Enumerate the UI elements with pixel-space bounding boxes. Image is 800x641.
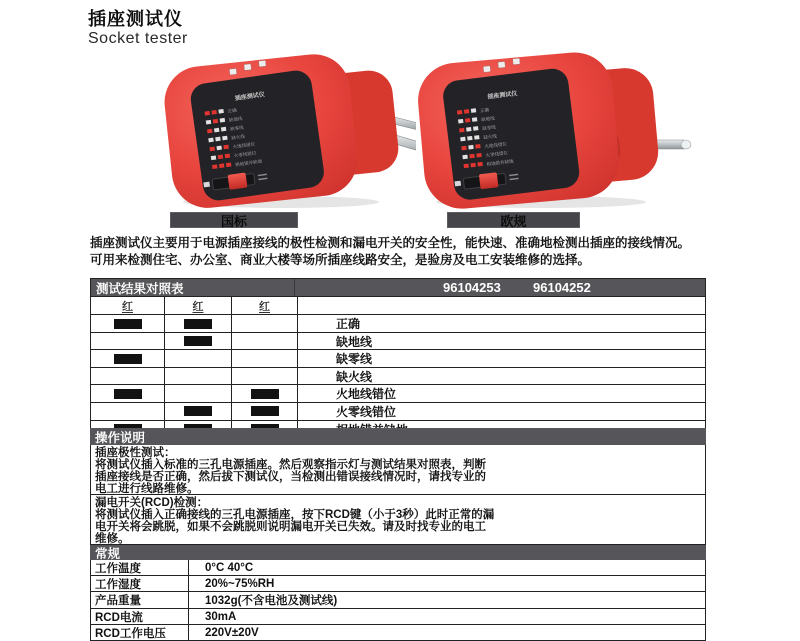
svg-text:火零线错位: 火零线错位 xyxy=(485,150,509,158)
led-header-row xyxy=(91,296,705,314)
svg-text:缺地线: 缺地线 xyxy=(228,115,243,123)
instructions-section-header: 操作说明 xyxy=(90,428,706,445)
led-cell xyxy=(91,350,165,367)
result-table xyxy=(90,278,706,438)
rcd-button xyxy=(228,173,248,190)
led-block xyxy=(184,336,212,346)
face-mini-label xyxy=(203,182,210,188)
result-label: 火地线错位 xyxy=(336,387,397,402)
empty-cell xyxy=(298,297,705,314)
page-subtitle: Socket tester xyxy=(88,30,188,47)
led-cell xyxy=(232,368,298,385)
spec-value: 220V±20V xyxy=(205,626,259,639)
result-label: 正确 xyxy=(336,317,361,331)
specs-table xyxy=(90,560,706,641)
led-block xyxy=(251,406,279,416)
led-cell xyxy=(91,368,165,385)
led-cell xyxy=(232,385,298,402)
led-column-header: 红 xyxy=(232,297,298,314)
result-table-header xyxy=(91,279,705,296)
paragraph-line: 电工进行线路维修。 xyxy=(95,483,199,495)
led-block xyxy=(114,354,142,364)
result-label: 火零线错位 xyxy=(336,404,397,419)
spec-value: 20%~75%RH xyxy=(205,578,275,591)
spec-value: 1032g(不含电池及测试线) xyxy=(205,595,338,608)
svg-text:缺零线: 缺零线 xyxy=(481,124,496,132)
device-body-group xyxy=(415,46,662,212)
spec-value: 0°C 40°C xyxy=(205,562,254,574)
table-row xyxy=(91,332,705,350)
spec-label: 产品重量 xyxy=(91,592,189,608)
led-block xyxy=(251,389,279,399)
led-cell xyxy=(165,385,232,402)
svg-text:相地错并缺地: 相地错并缺地 xyxy=(486,158,514,167)
product-description xyxy=(90,235,708,269)
paragraph-line: 将测试仪插入正确接线的三孔电源插座，按下RCD键（小于3秒）此时正常的漏 xyxy=(95,509,495,521)
led-cell xyxy=(232,350,298,367)
result-label: 缺火线 xyxy=(336,369,373,384)
led-cell xyxy=(165,368,232,385)
led-cell xyxy=(91,403,165,420)
svg-text:火地线错位: 火地线错位 xyxy=(484,141,508,150)
led-block xyxy=(184,406,212,416)
spec-row xyxy=(91,560,705,575)
led-cell xyxy=(232,403,298,420)
svg-text:相地错并缺地: 相地错并缺地 xyxy=(234,158,263,168)
result-label: 缺零线 xyxy=(336,352,373,367)
led-cell xyxy=(165,333,232,350)
led-cell xyxy=(232,315,298,332)
device-face-title: 插座测试仪 xyxy=(487,91,518,101)
instructions-body xyxy=(90,445,706,545)
rcd-test-paragraph xyxy=(95,497,695,545)
model-number: 96104252 xyxy=(533,280,591,295)
spec-row xyxy=(91,624,705,640)
paragraph-line: 维修。 xyxy=(95,533,130,545)
page-title: 插座测试仪 xyxy=(88,9,183,29)
description-line: 插座测试仪主要用于电源插座接线的极性检测和漏电开关的安全性，能快速、准确地检测出插座的接线情况。 xyxy=(90,236,691,250)
led-block xyxy=(114,319,142,329)
product-photo-gb xyxy=(146,46,416,212)
device-face-title: 插座测试仪 xyxy=(234,92,266,103)
led-block xyxy=(114,389,142,399)
led-column-header: 红 xyxy=(91,297,165,314)
table-row xyxy=(91,314,705,332)
table-row xyxy=(91,384,705,402)
standard-label-gb: 国标 xyxy=(170,212,298,228)
led-cell xyxy=(165,315,232,332)
svg-text:正确: 正确 xyxy=(479,107,490,114)
polarity-test-paragraph xyxy=(95,447,695,495)
result-label: 缺地线 xyxy=(336,334,373,349)
led-cell xyxy=(91,333,165,350)
led-cell xyxy=(165,403,232,420)
spec-row xyxy=(91,591,705,607)
svg-text:缺火线: 缺火线 xyxy=(483,133,498,141)
svg-text:缺地线: 缺地线 xyxy=(480,115,495,123)
face-mini-label xyxy=(455,181,462,187)
paragraph-line: 将测试仪插入标准的三孔电源插座。然后观察指示灯与测试结果对照表，判断 xyxy=(95,459,486,471)
table-row xyxy=(91,367,705,385)
spec-label: 工作湿度 xyxy=(91,576,189,592)
result-table-title: 测试结果对照表 xyxy=(91,279,295,296)
spec-label: 工作温度 xyxy=(91,560,189,576)
spec-row xyxy=(91,575,705,591)
standard-label-eu: 欧规 xyxy=(447,212,580,228)
paragraph-line: 插座极性测试： xyxy=(95,447,176,459)
specs-section-header: 常规 xyxy=(90,545,706,560)
paragraph-divider xyxy=(91,494,705,495)
led-column-header: 红 xyxy=(165,297,232,314)
paragraph-line: 插座接线是否正确，然后拔下测试仪，当检测出错误接线情况时，请找专业的 xyxy=(95,471,486,483)
led-cell xyxy=(232,333,298,350)
plug-pin-tip xyxy=(681,140,691,149)
spec-value: 30mA xyxy=(205,610,237,623)
led-cell xyxy=(91,315,165,332)
rcd-button xyxy=(479,172,499,189)
led-cell xyxy=(165,350,232,367)
svg-text:正确: 正确 xyxy=(227,107,237,114)
table-row xyxy=(91,349,705,367)
product-photo-eu xyxy=(396,46,696,212)
description-line: 可用来检测住宅、办公室、商业大楼等场所插座线路安全，是验房及电工安装维修的选择。 xyxy=(90,253,591,267)
led-cell xyxy=(91,385,165,402)
svg-text:火地线错位: 火地线错位 xyxy=(232,141,256,150)
model-number: 96104253 xyxy=(443,280,501,295)
led-block xyxy=(184,319,212,329)
table-row xyxy=(91,402,705,420)
svg-text:缺火线: 缺火线 xyxy=(231,133,246,141)
device-face-panel xyxy=(441,67,581,201)
svg-text:缺零线: 缺零线 xyxy=(229,124,244,132)
device-body-group xyxy=(161,46,403,211)
spec-label: RCD工作电压 xyxy=(91,625,189,641)
spec-row xyxy=(91,608,705,624)
paragraph-line: 电开关将会跳脱，如果不会跳脱则说明漏电开关已失效。请及时找专业的电工 xyxy=(95,521,486,533)
spec-label: RCD电流 xyxy=(91,609,189,625)
paragraph-line: 漏电开关(RCD)检测： xyxy=(95,497,209,509)
svg-text:火零线错位: 火零线错位 xyxy=(233,150,257,159)
